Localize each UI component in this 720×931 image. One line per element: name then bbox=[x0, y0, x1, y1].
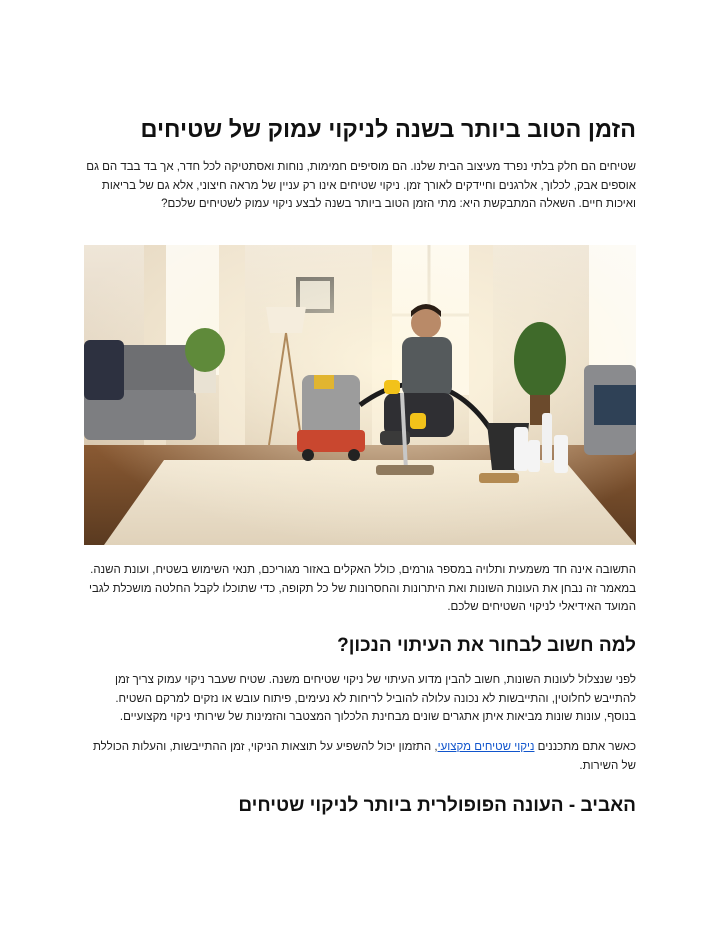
carpet-cleaning-illustration bbox=[84, 245, 636, 545]
article-title: הזמן הטוב ביותר בשנה לניקוי עמוק של שטיחים bbox=[140, 116, 636, 142]
intro-paragraph: שטיחים הם חלק בלתי נפרד מעיצוב הבית שלנו. הם מוסיפים חמימות, נוחות ואסתטיקה לכל חדר, אך בד בבד הם גם אוספים אבק, לכלוך, אלרגנים וחיידקים לאורך זמן. ניקוי שטיחים אינו רק עניין של מראה חיצוני, אלא גם של בריאות ואיכות חיים. השאלה המתבקשת היא: מתי הזמן הטוב ביותר בשנה לבצע ניקוי עמוק לשטיחים שלכם? bbox=[86, 161, 636, 210]
planning-text-before: כאשר אתם מתכננים bbox=[534, 741, 636, 753]
planning-text-after: , התזמון יכול להשפיע על תוצאות הניקוי, זמן ההתייבשות, והעלות הכוללת של השירות. bbox=[92, 741, 636, 772]
timing-paragraph: לפני שנצלול לעונות השונות, חשוב להבין מדוע העיתוי של ניקוי שטיחים משנה. שטיח שעבר ניקוי עמוק צריך זמן להתייבש לחלוטין, והתייבשות לא נכונה עלולה להוביל לריחות לא נעימים, פיתוח עובש או נזקים למרקם השטיח. בנוסף, עונות שונות מביאות איתן אתגרים שונים מבחינת הלכלוך המצטבר והזמינות של שירותי ניקוי מקצועיים. bbox=[115, 674, 636, 723]
planning-paragraph bbox=[84, 738, 636, 775]
section-heading-spring: האביב - העונה הפופולרית ביותר לניקוי שטיחים bbox=[238, 795, 636, 816]
section-heading-timing: למה חשוב לבחור את העיתוי הנכון? bbox=[337, 635, 636, 656]
professional-carpet-cleaning-link[interactable]: ניקוי שטיחים מקצועי bbox=[437, 741, 535, 753]
after-image-paragraph: התשובה אינה חד משמעית ותלויה במספר גורמים, כולל האקלים באזור מגוריכם, תנאי השימוש בשטיח, ועונת השנה. במאמר זה נבחן את העונות השונות ואת היתרונות והחסרונות של כל תקופה, כדי שתוכלו לקבל החלטה מושכלת לגבי המועד האידיאלי לניקוי השטיחים שלכם. bbox=[89, 564, 636, 613]
article-photo bbox=[84, 245, 636, 545]
